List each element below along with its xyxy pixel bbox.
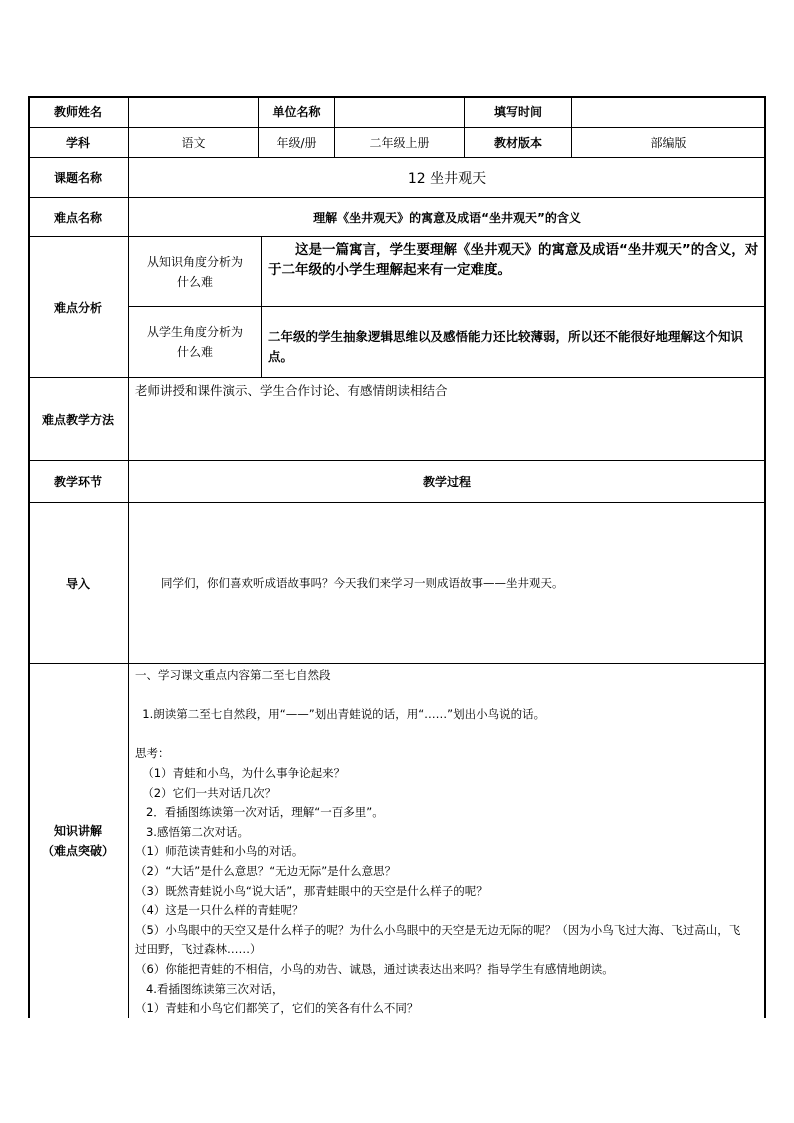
intro-text: 同学们，你们喜欢听成语故事吗？今天我们来学习一则成语故事——坐井观天。 bbox=[129, 503, 766, 664]
student-angle-text bbox=[262, 307, 766, 378]
student-angle-label: 从学生角度分析为什么难 bbox=[129, 307, 262, 378]
intro-label: 导入 bbox=[28, 503, 129, 664]
subject-label: 学科 bbox=[28, 128, 129, 158]
knowledge-line: （2）“大话”是什么意思？“无边无际”是什么意思？ bbox=[135, 863, 397, 878]
knowledge-line: （5）小鸟眼中的天空又是什么样子的呢？为什么小鸟眼中的天空是无边无际的呢？（因为小鸟飞过大海、飞过高山，飞 bbox=[135, 922, 741, 937]
student-angle-paragraph: 二年级的学生抽象逻辑思维以及感悟能力还比较薄弱，所以还不能很好地理解这个知识点。 bbox=[268, 329, 744, 364]
edition-value: 部编版 bbox=[572, 128, 766, 158]
knowledge-line: （4）这是一只什么样的青蛙呢？ bbox=[135, 903, 304, 918]
knowledge-angle-label: 从知识角度分析为什么难 bbox=[129, 237, 262, 307]
knowledge-angle-text bbox=[262, 237, 766, 307]
fill-date-label: 填写时间 bbox=[465, 96, 572, 128]
fill-date-value bbox=[572, 96, 766, 128]
knowledge-line: （6）你能把青蛙的不相信，小鸟的劝告、诚恳，通过读表达出来吗？指导学生有感情地朗读。 bbox=[135, 961, 614, 976]
edition-label: 教材版本 bbox=[465, 128, 572, 158]
knowledge-line: （1）师范读青蛙和小鸟的对话。 bbox=[135, 844, 304, 859]
knowledge-explain-label-line1: 知识讲解 bbox=[53, 824, 102, 838]
knowledge-line: （3）既然青蛙说小鸟“说大话”，那青蛙眼中的天空是什么样子的呢？ bbox=[135, 883, 488, 898]
unit-name-label: 单位名称 bbox=[259, 96, 335, 128]
knowledge-line: 思考： bbox=[135, 746, 170, 761]
teaching-step-label: 教学环节 bbox=[28, 461, 129, 503]
teacher-name-label: 教师姓名 bbox=[28, 96, 129, 128]
knowledge-line: 一、学习课文重点内容第二至七自然段 bbox=[135, 668, 331, 682]
knowledge-explain-content bbox=[129, 664, 766, 1018]
knowledge-line: 1.朗读第二至七自然段，用“——”划出青蛙说的话，用“……”划出小鸟说的话。 bbox=[135, 707, 546, 722]
knowledge-line: 2．看插图练读第一次对话，理解“一百多里”。 bbox=[135, 805, 384, 820]
difficulty-name-value: 理解《坐井观天》的寓意及成语“坐井观天”的含义 bbox=[129, 198, 766, 237]
knowledge-line: （1）青蛙和小鸟，为什么事争论起来？ bbox=[135, 765, 346, 780]
knowledge-line: （2）它们一共对话几次？ bbox=[135, 785, 277, 800]
lesson-title-label: 课题名称 bbox=[28, 158, 129, 198]
knowledge-line: 3.感悟第二次对话。 bbox=[135, 824, 249, 839]
grade-value: 二年级上册 bbox=[335, 128, 465, 158]
knowledge-line: （1）青蛙和小鸟它们都笑了，它们的笑各有什么不同？ bbox=[135, 1001, 419, 1016]
lesson-plan-table bbox=[28, 96, 766, 1018]
unit-name-value bbox=[335, 96, 465, 128]
difficulty-name-label: 难点名称 bbox=[28, 198, 129, 237]
knowledge-explain-label bbox=[28, 664, 129, 1018]
teacher-name-value bbox=[129, 96, 259, 128]
lesson-title-value: 12 坐井观天 bbox=[129, 158, 766, 198]
difficulty-analysis-label: 难点分析 bbox=[28, 237, 129, 378]
teaching-process-label: 教学过程 bbox=[129, 461, 766, 503]
knowledge-explain-label-line2: （难点突破） bbox=[41, 844, 114, 858]
knowledge-line: 过田野，飞过森林……） bbox=[135, 942, 262, 957]
knowledge-line bbox=[135, 725, 765, 745]
knowledge-line bbox=[135, 686, 765, 706]
subject-value: 语文 bbox=[129, 128, 259, 158]
knowledge-angle-paragraph: 这是一篇寓言，学生要理解《坐井观天》的寓意及成语“坐井观天”的含义，对于二年级的小学生理解起来有一定难度。 bbox=[268, 242, 759, 278]
grade-label: 年级/册 bbox=[259, 128, 335, 158]
knowledge-line: 4.看插图练读第三次对话， bbox=[135, 981, 284, 996]
teaching-method-label: 难点教学方法 bbox=[28, 378, 129, 461]
teaching-method-text: 老师讲授和课件演示、学生合作讨论、有感情朗读相结合 bbox=[129, 378, 766, 461]
